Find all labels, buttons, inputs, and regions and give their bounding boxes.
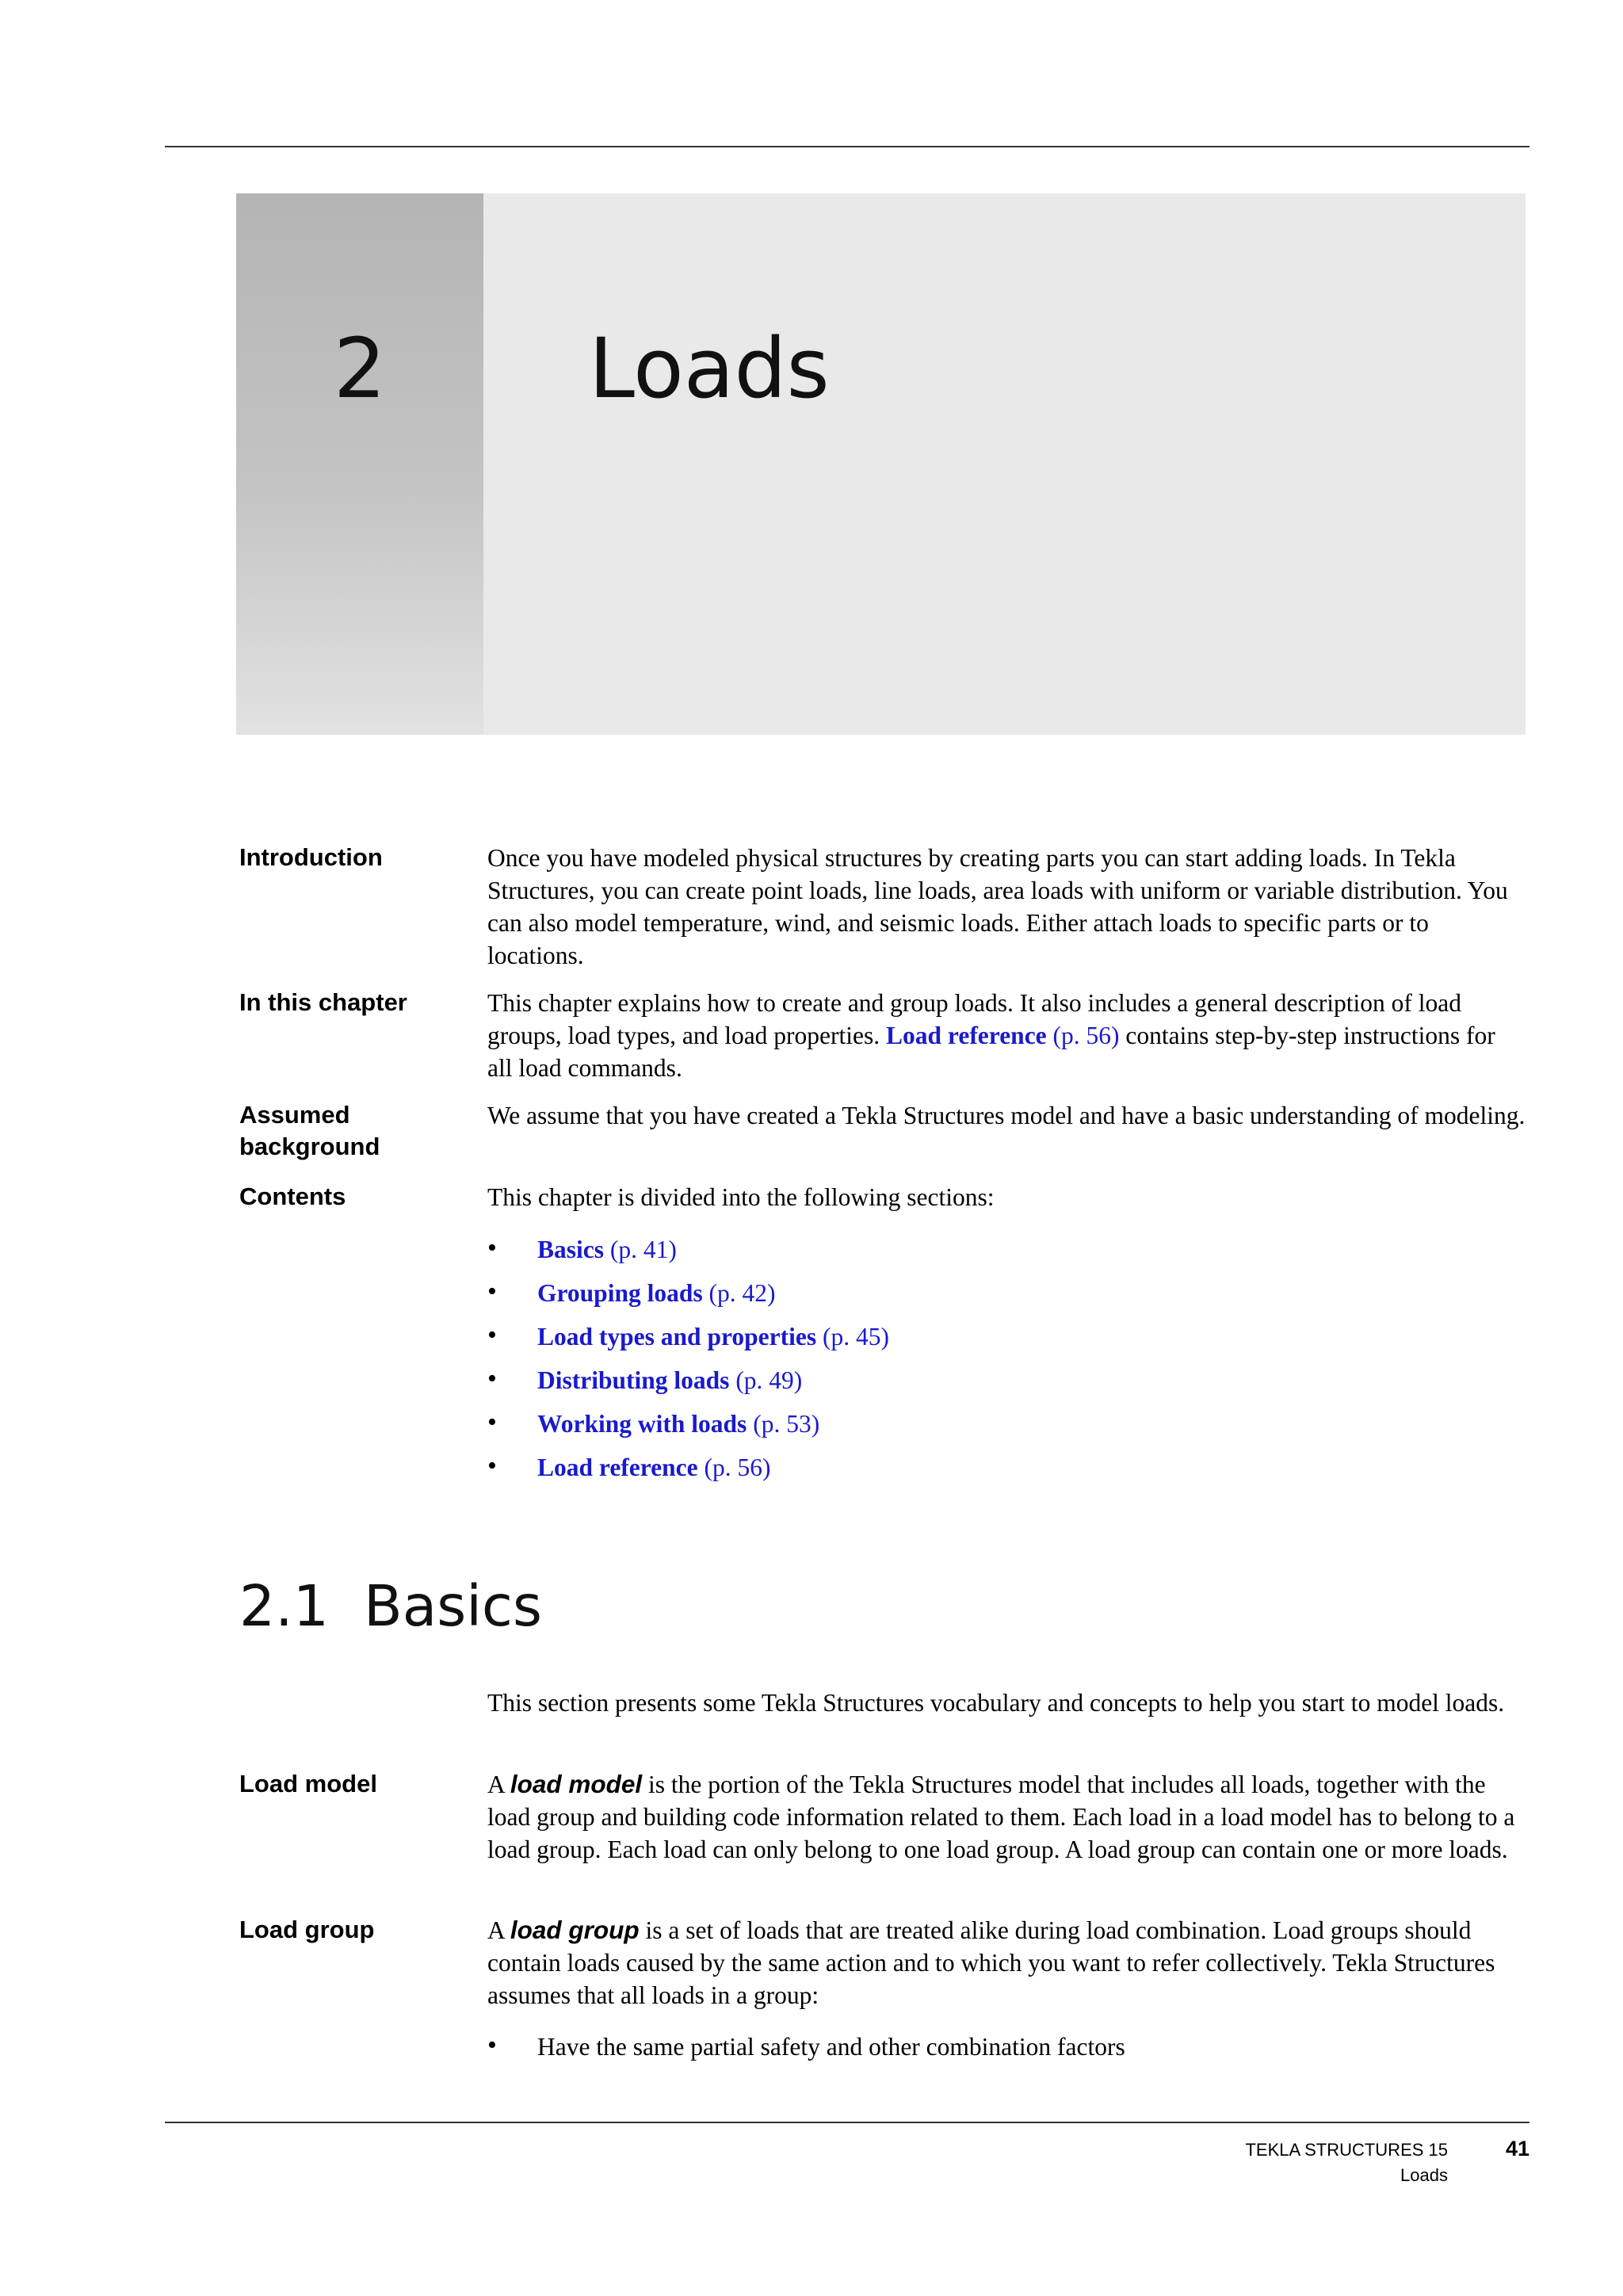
assumed-label-line1: Assumed [239,1101,350,1129]
bullet-icon: • [487,2030,497,2060]
chapter-number-block [236,193,483,735]
contents-link-working-with-loads[interactable] [537,1408,819,1440]
section-heading [239,1573,542,1639]
chapter-banner [236,193,1526,735]
load-reference-link-page: (p. 56) [1052,1022,1120,1049]
introduction-text: Once you have modeled physical structures by creating parts you can start adding loads. In Tekla Structures, you can create point loads, line loads, area loads with uniform or variable distribution. You can also model temperature, wind, and seismic loads. Either attach loads to specific parts or to locations. [487,844,1508,969]
contents-link-page: (p. 41) [609,1236,677,1263]
load-group-term: load group [510,1916,640,1944]
section-intro-text: This section presents some Tekla Structures vocabulary and concepts to help you start to model loads. [487,1689,1505,1717]
section-title: Basics [364,1573,542,1639]
load-reference-link[interactable] [886,1022,1120,1049]
footer-page-number: 41 [1505,2137,1529,2160]
assumed-background-text: We assume that you have created a Tekla Structures model and have a basic understanding of modeling. [487,1102,1526,1129]
contents-link-load-types[interactable] [537,1320,889,1353]
in-this-chapter-text-start: This chapter explains how to create and group loads. It also includes a general description of load groups, load types, and load properties. [487,989,1461,1049]
in-this-chapter-text [487,987,1526,1084]
header-rule [165,146,1529,147]
load-group-text [487,1914,1526,2011]
contents-link-load-reference[interactable] [537,1451,771,1484]
contents-link-distributing-loads[interactable] [537,1364,802,1396]
load-model-text [487,1768,1526,1866]
contents-link-page: (p. 53) [753,1410,820,1438]
load-group-label: Load group [239,1916,375,1943]
contents-label: Contents [239,1182,346,1210]
contents-link-grouping-loads[interactable] [537,1277,776,1309]
in-this-chapter-label: In this chapter [239,988,407,1016]
assumed-background-label [239,1099,469,1163]
contents-link-page: (p. 45) [822,1323,889,1350]
introduction-label: Introduction [239,843,383,871]
load-group-pre: A [487,1916,510,1944]
section-number: 2.1 [239,1573,329,1639]
contents-link-page: (p. 56) [704,1454,771,1481]
contents-link-title: Basics [537,1236,605,1263]
bullet-icon: • [487,1320,497,1350]
footer-chapter: Loads [1400,2165,1448,2185]
load-group-body: is a set of loads that are treated alike during load combination. Load groups should contain loads caused by the same action and to which you want to refer collectively. Tekla Structures assumes that all loads in a group: [487,1916,1495,2009]
load-model-pre: A [487,1771,510,1798]
footer-product: TEKLA STRUCTURES 15 [1245,2140,1448,2160]
bullet-icon: • [487,1364,497,1393]
assumed-label-line2: background [239,1133,380,1160]
contents-link-page: (p. 49) [735,1366,803,1394]
contents-link-page: (p. 42) [708,1279,776,1307]
bullet-icon: • [487,1451,497,1480]
load-model-term: load model [510,1770,643,1798]
contents-link-title: Load types and properties [537,1323,817,1350]
bullet-icon: • [487,1233,497,1263]
contents-link-title: Working with loads [537,1410,747,1438]
contents-link-title: Load reference [537,1454,698,1481]
contents-text: This chapter is divided into the following sections: [487,1183,995,1211]
load-model-label: Load model [239,1770,377,1797]
chapter-title: Loads [589,320,830,417]
in-this-chapter-text-end: contains step-by-step instructions for all load commands. [487,1022,1495,1082]
load-group-bullet-text: Have the same partial safety and other combination factors [537,2033,1125,2061]
contents-link-title: Distributing loads [537,1366,730,1394]
contents-link-title: Grouping loads [537,1279,703,1307]
load-reference-link-title: Load reference [886,1022,1047,1049]
footer-rule [165,2122,1529,2123]
load-model-body: is the portion of the Tekla Structures model that includes all loads, together with the load group and building code information related to them. Each load in a load model has to belong to a load group. Each load can only belong to one load group. A load group can contain one or more loads. [487,1771,1515,1863]
bullet-icon: • [487,1408,497,1437]
chapter-number: 2 [333,320,387,417]
bullet-icon: • [487,1277,497,1306]
contents-link-basics[interactable] [537,1233,677,1266]
